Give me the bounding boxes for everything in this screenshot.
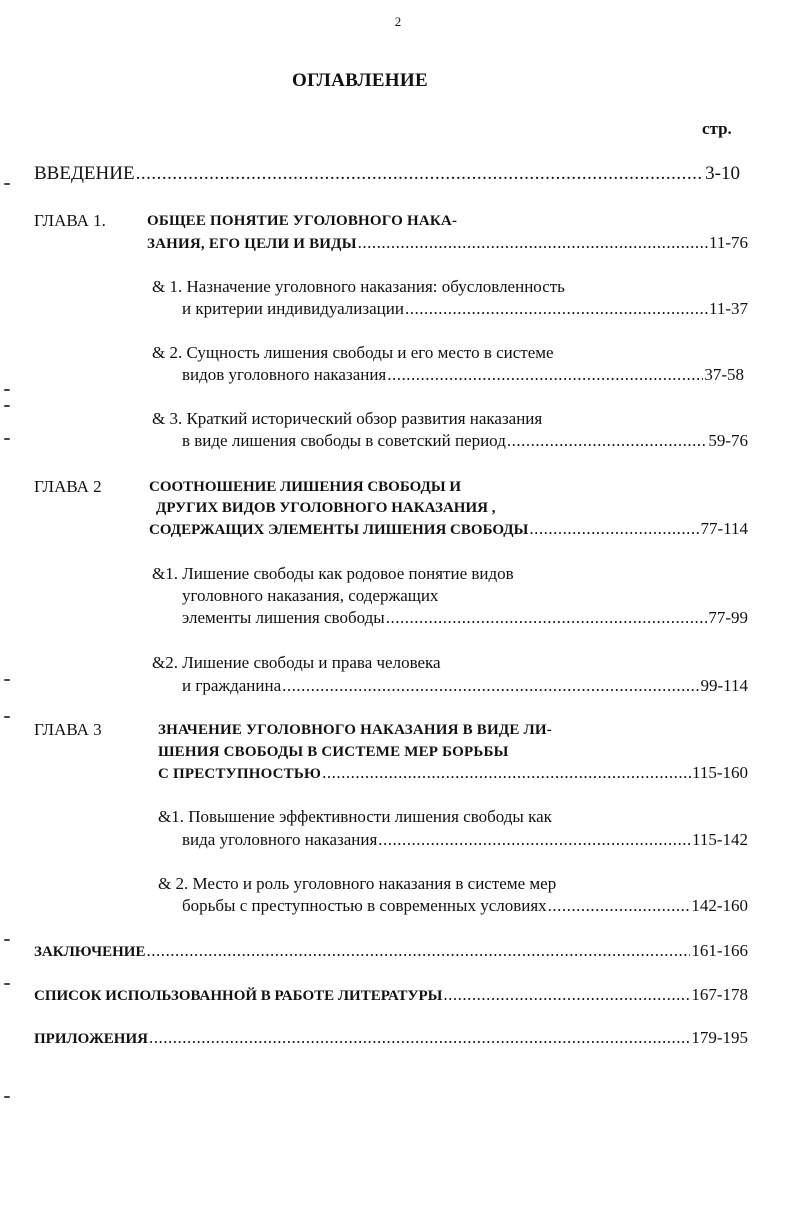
toc-intro[interactable] xyxy=(34,163,740,185)
chapter-2-label: ГЛАВА 2 xyxy=(34,477,102,496)
section-1-2-line-2: видов уголовного наказания xyxy=(182,365,387,384)
toc-leader-dots xyxy=(322,762,691,784)
section-2-2-line-2: и гражданина xyxy=(182,676,282,695)
toc-section-1-2[interactable] xyxy=(182,364,744,386)
section-2-1-pages: 77-99 xyxy=(708,608,748,627)
scan-margin-mark xyxy=(4,183,10,185)
chapter-3-label: ГЛАВА 3 xyxy=(34,720,102,739)
section-1-3-pages: 59-76 xyxy=(708,431,748,450)
chapter-3-title-line-3: С ПРЕСТУПНОСТЬЮ xyxy=(158,766,322,782)
toc-leader-dots xyxy=(358,232,708,254)
toc-section-1-1[interactable] xyxy=(182,298,748,320)
toc-bibliography[interactable] xyxy=(34,984,748,1007)
chapter-1-title-line-1: ОБЩЕЕ ПОНЯТИЕ УГОЛОВНОГО НАКА- xyxy=(147,213,458,229)
toc-appendices-pages: 179-195 xyxy=(691,1028,748,1047)
scan-margin-mark xyxy=(4,389,10,391)
section-1-1-line-1: & 1. Назначение уголовного наказания: обусловленность xyxy=(152,277,565,296)
section-1-2-pages: 37-58 xyxy=(704,365,744,384)
page-title: ОГЛАВЛЕНИЕ xyxy=(292,70,428,91)
scan-margin-mark xyxy=(4,438,10,440)
toc-leader-dots xyxy=(282,675,699,697)
toc-chapter-3[interactable] xyxy=(158,762,748,785)
chapter-1-pages: 11-76 xyxy=(708,233,748,252)
section-3-1-pages: 115-142 xyxy=(691,830,748,849)
toc-section-1-3[interactable] xyxy=(182,430,748,452)
chapter-2-title-line-3: СОДЕРЖАЩИХ ЭЛЕМЕНТЫ ЛИШЕНИЯ СВОБОДЫ xyxy=(149,522,529,538)
chapter-3-pages: 115-160 xyxy=(691,763,748,782)
scan-margin-mark xyxy=(4,405,10,407)
toc-appendices[interactable] xyxy=(34,1027,748,1050)
scan-margin-mark xyxy=(4,1096,10,1098)
toc-leader-dots xyxy=(136,163,705,185)
toc-appendices-label: ПРИЛОЖЕНИЯ xyxy=(34,1031,148,1047)
chapter-1-label: ГЛАВА 1. xyxy=(34,211,106,230)
toc-bibliography-label: СПИСОК ИСПОЛЬЗОВАННОЙ В РАБОТЕ ЛИТЕРАТУРЫ xyxy=(34,988,443,1004)
section-1-2-line-1: & 2. Сущность лишения свободы и его место в системе xyxy=(152,343,554,362)
section-3-1-line-1: &1. Повышение эффективности лишения свободы как xyxy=(158,807,552,826)
toc-conclusion[interactable] xyxy=(34,940,748,963)
chapter-2-title-line-2: ДРУГИХ ВИДОВ УГОЛОВНОГО НАКАЗАНИЯ , xyxy=(156,500,496,516)
section-2-2-pages: 99-114 xyxy=(700,676,748,695)
toc-leader-dots xyxy=(405,298,708,320)
toc-bibliography-pages: 167-178 xyxy=(691,985,748,1004)
toc-leader-dots xyxy=(443,984,690,1006)
chapter-2-pages: 77-114 xyxy=(700,519,748,538)
chapter-3-title-line-1: ЗНАЧЕНИЕ УГОЛОВНОГО НАКАЗАНИЯ В ВИДЕ ЛИ- xyxy=(158,722,552,738)
toc-section-3-1[interactable] xyxy=(182,829,748,851)
chapter-3-title-line-2: ШЕНИЯ СВОБОДЫ В СИСТЕМЕ МЕР БОРЬБЫ xyxy=(158,744,509,760)
section-3-1-line-2: вида уголовного наказания xyxy=(182,830,378,849)
section-2-1-line-2: уголовного наказания, содержащих xyxy=(182,586,439,605)
page-number: 2 xyxy=(394,14,402,29)
toc-leader-dots xyxy=(378,829,691,851)
section-2-1-line-1: &1. Лишение свободы как родовое понятие видов xyxy=(152,564,514,583)
toc-conclusion-label: ЗАКЛЮЧЕНИЕ xyxy=(34,944,146,960)
toc-chapter-2[interactable] xyxy=(149,518,748,541)
section-1-3-line-1: & 3. Краткий исторический обзор развития наказания xyxy=(152,409,543,428)
section-1-1-pages: 11-37 xyxy=(708,299,748,318)
scan-margin-mark xyxy=(4,983,10,985)
toc-leader-dots xyxy=(548,895,691,917)
chapter-1-title-line-2: ЗАНИЯ, ЕГО ЦЕЛИ И ВИДЫ xyxy=(147,236,357,252)
pages-column-label: стр. xyxy=(702,119,732,138)
toc-leader-dots xyxy=(386,607,708,629)
toc-chapter-1[interactable] xyxy=(147,232,748,255)
section-3-2-line-1: & 2. Место и роль уголовного наказания в системе мер xyxy=(158,874,557,893)
toc-leader-dots xyxy=(387,364,703,386)
section-1-3-line-2: в виде лишения свободы в советский период xyxy=(182,431,506,450)
toc-leader-dots xyxy=(507,430,707,452)
toc-leader-dots xyxy=(146,940,690,962)
section-1-1-line-2: и критерии индивидуализации xyxy=(182,299,404,318)
section-2-2-line-1: &2. Лишение свободы и права человека xyxy=(152,653,441,672)
toc-leader-dots xyxy=(529,518,699,540)
toc-section-2-2[interactable] xyxy=(182,675,748,697)
toc-section-3-2[interactable] xyxy=(182,895,748,917)
scan-margin-mark xyxy=(4,716,10,718)
toc-intro-pages: 3-10 xyxy=(705,163,740,184)
scan-margin-mark xyxy=(4,679,10,681)
toc-leader-dots xyxy=(149,1027,690,1049)
scan-margin-mark xyxy=(4,939,10,941)
section-3-2-line-2: борьбы с преступностью в современных условиях xyxy=(182,896,547,915)
toc-intro-label: ВВЕДЕНИЕ xyxy=(34,163,135,184)
toc-conclusion-pages: 161-166 xyxy=(691,941,748,960)
toc-section-2-1[interactable] xyxy=(182,607,748,629)
chapter-2-title-line-1: СООТНОШЕНИЕ ЛИШЕНИЯ СВОБОДЫ И xyxy=(149,479,462,495)
section-3-2-pages: 142-160 xyxy=(691,896,748,915)
section-2-1-line-3: элементы лишения свободы xyxy=(182,608,385,627)
